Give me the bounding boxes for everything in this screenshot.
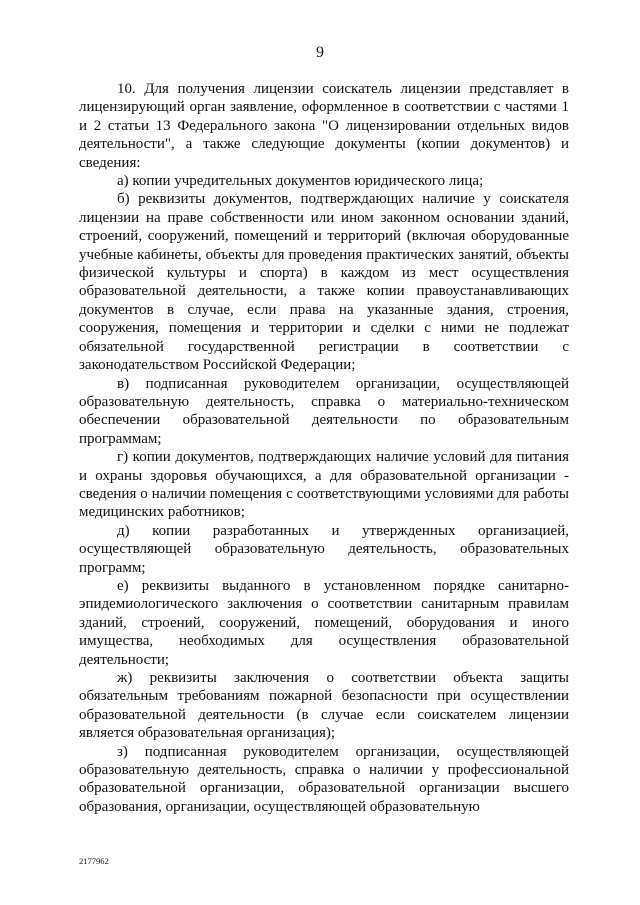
- paragraph-subitem-e: е) реквизиты выданного в установленном порядке санитарно-эпидемиологического заключения о соответствии санитарным правилам зданий, строений, сооружений, помещений, оборудования и иного имущества, необходимых для осуществления образовательной деятельности;: [79, 577, 569, 668]
- paragraph-subitem-v: в) подписанная руководителем организации, осуществляющей образовательную деятельность, справка о материально-техническом обеспечении образовательной деятельности по образовательным программам;: [79, 375, 569, 447]
- paragraph-subitem-d: д) копии разработанных и утвержденных организацией, осуществляющей образовательную деятельность, образовательных программ;: [79, 522, 569, 576]
- document-code: 2177962: [79, 856, 109, 866]
- paragraph-subitem-g: г) копии документов, подтверждающих наличие условий для питания и охраны здоровья обучающихся, а для образовательной организации - сведения о наличии помещения с соответствующими условиями для работы медицинских работников;: [79, 449, 569, 521]
- paragraph-item-10: 10. Для получения лицензии соискатель лицензии представляет в лицензирующий орган заявление, оформленное в соответствии с частями 1 и 2 статьи 13 Федерального закона "О лицензировании отдельных видов деятельности", а также следующие документы (копии документов) и сведения:: [79, 81, 569, 171]
- page-number: 9: [316, 44, 324, 61]
- paragraph-subitem-z: з) подписанная руководителем организации, осуществляющей образовательную деятельность, справка о наличии у профессиональной образовательной организации, образовательной организации высшего образования, организации, осуществляющей образовательную: [79, 743, 569, 815]
- paragraph-subitem-b: б) реквизиты документов, подтверждающих наличие у соискателя лицензии на праве собственности или ином законном основании зданий, строений, сооружений, помещений и территорий (включая оборудованные учебные кабинеты, объекты для проведения практических занятий, объекты физической культуры и спорта) в каждом из мест осуществления образовательной деятельности, а также копии правоустанавливающих документов в случае, если права на указанные здания, строения, сооружения, помещения и территории и сделки с ними не подлежат обязательной государственной регистрации в соответствии с законодательством Российской Федерации;: [79, 191, 569, 374]
- paragraph-subitem-a: а) копии учредительных документов юридического лица;: [117, 173, 484, 190]
- document-body: [79, 80, 569, 816]
- paragraph-subitem-zh: ж) реквизиты заключения о соответствии объекта защиты обязательным требованиям пожарной безопасности при осуществлении образовательной деятельности (в случае если соискателем лицензии является образовательная организация);: [79, 670, 569, 742]
